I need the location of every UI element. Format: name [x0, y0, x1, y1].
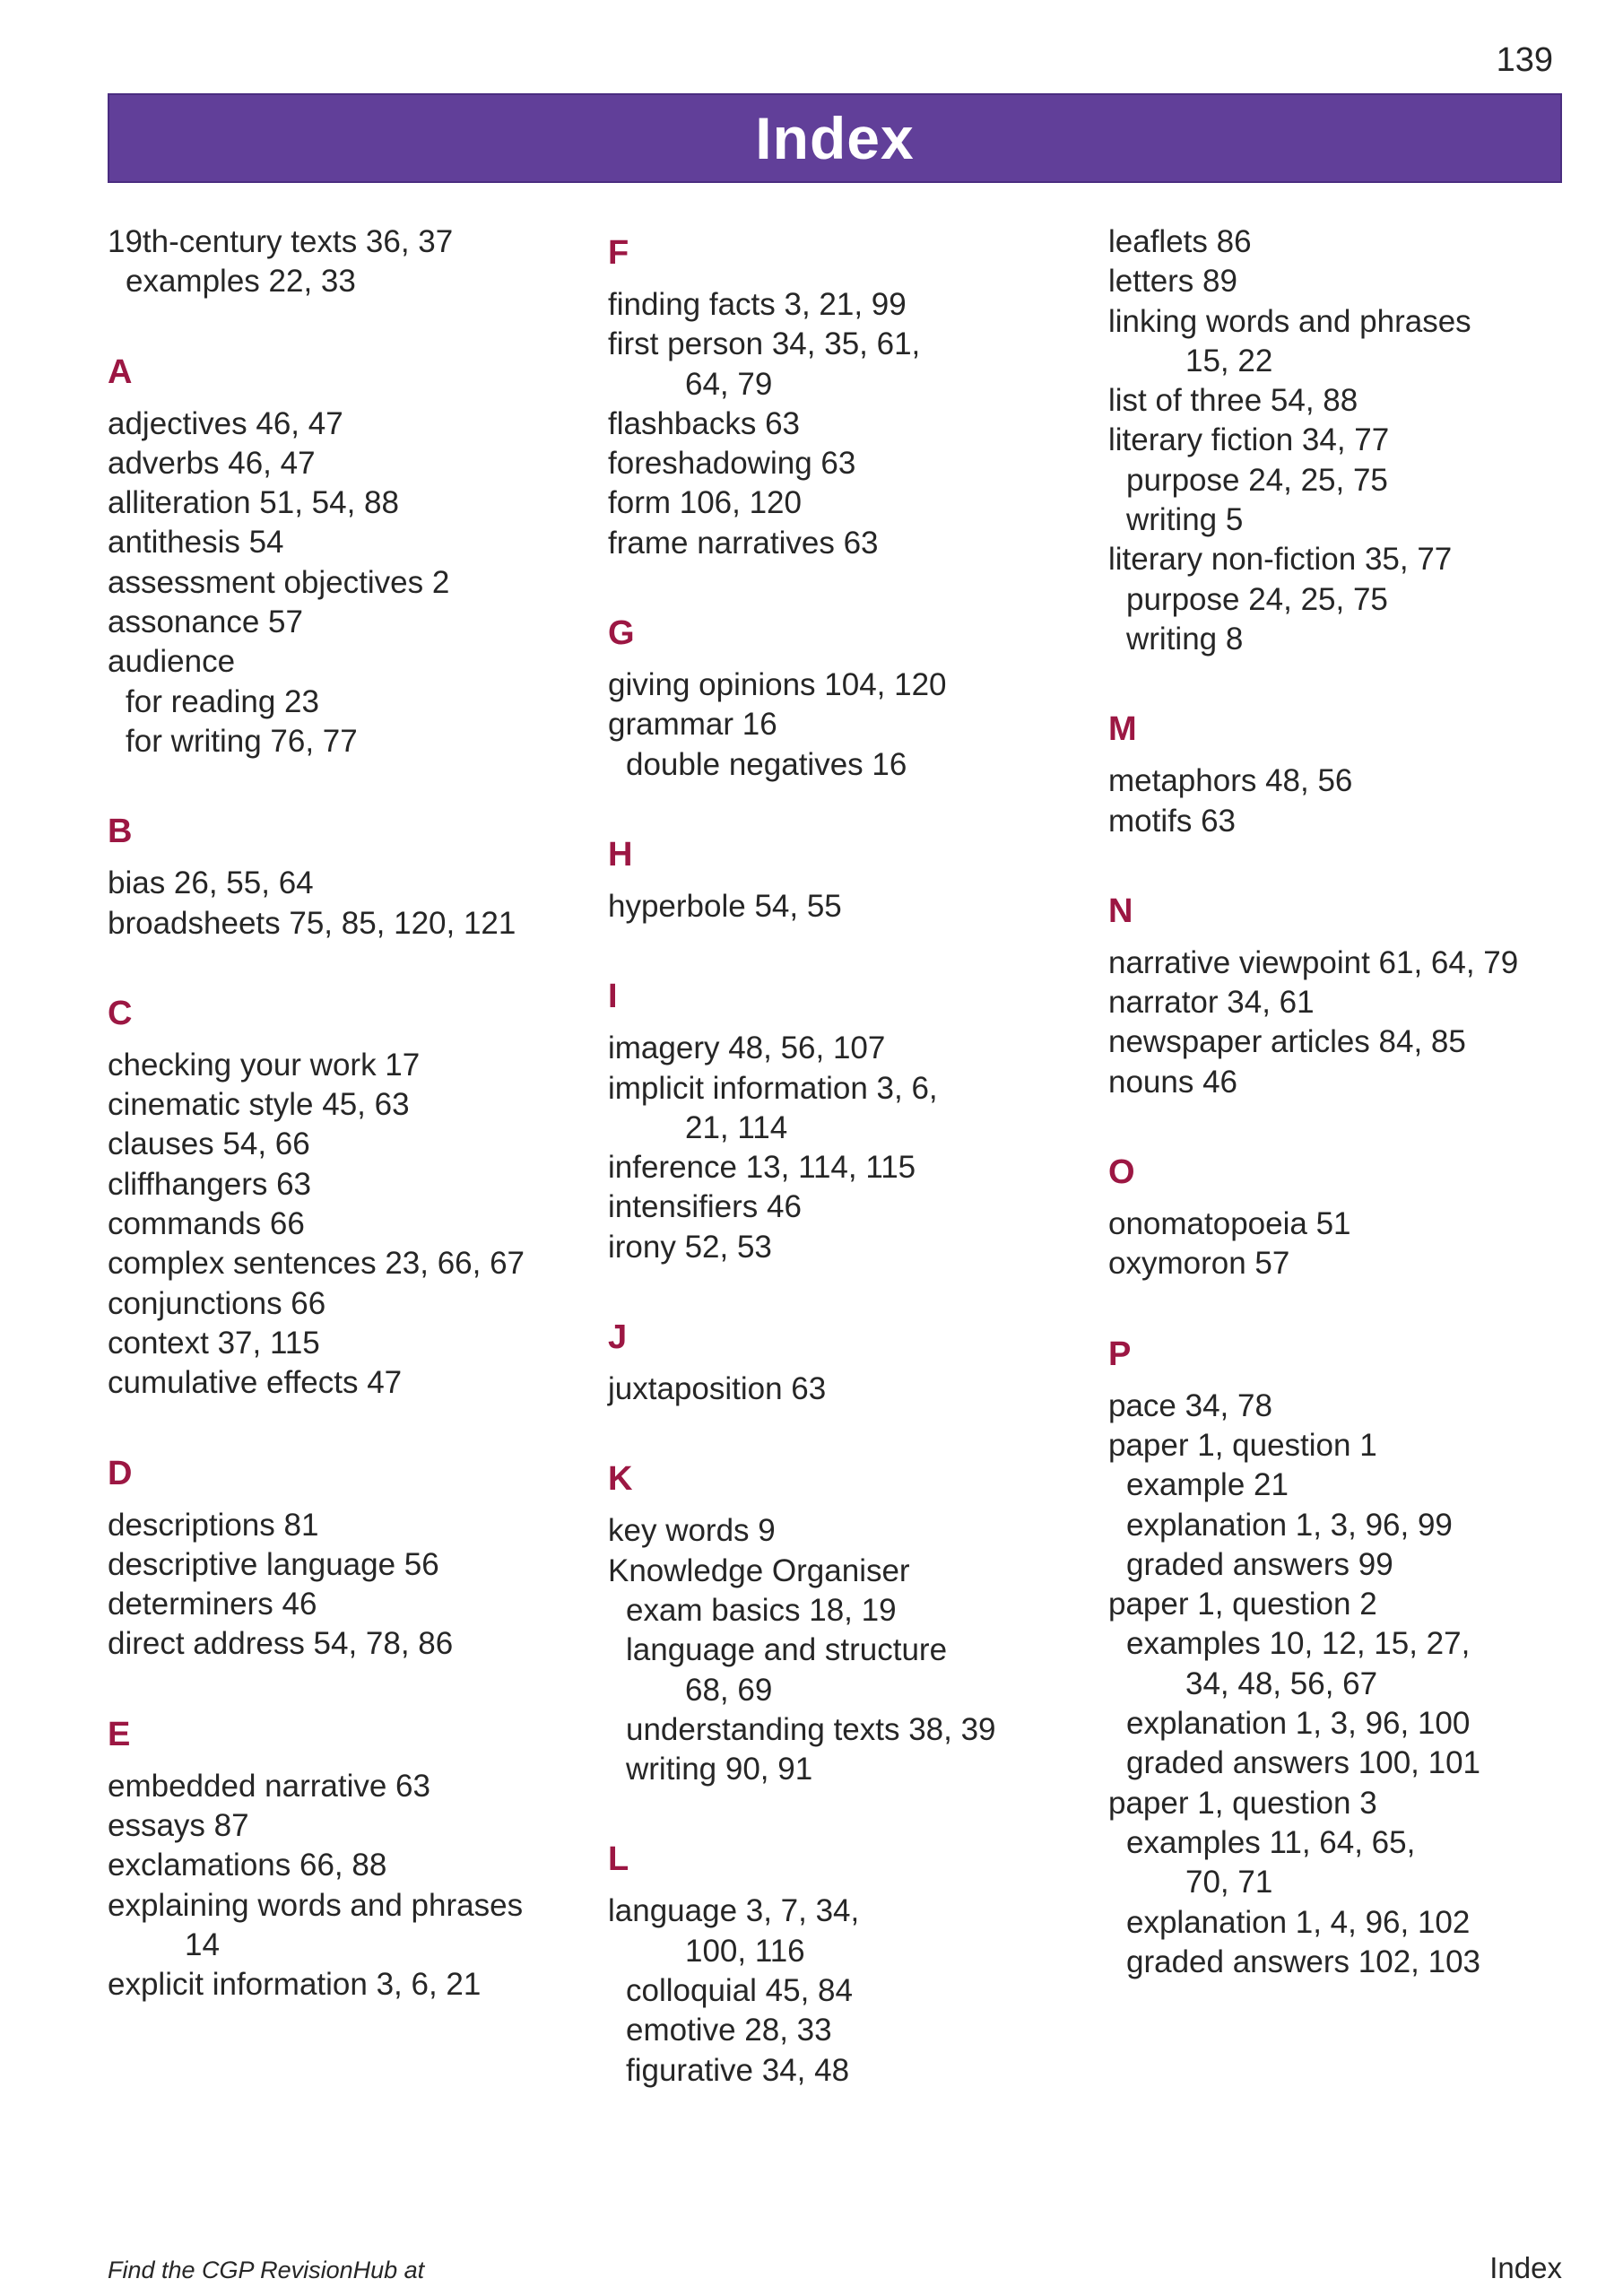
index-entry: 19th-century texts 36, 37 — [108, 224, 454, 259]
index-entry: essays 87 — [108, 1808, 249, 1844]
index-entry: antithesis 54 — [108, 525, 284, 561]
index-entry: intensifiers 46 — [608, 1189, 802, 1225]
index-entry: list of three 54, 88 — [1108, 383, 1358, 419]
index-subentry: example 21 — [1126, 1467, 1289, 1503]
index-entry: irony 52, 53 — [608, 1229, 772, 1265]
letter-heading: G — [608, 614, 635, 653]
index-entry: linking words and phrases — [1108, 303, 1471, 339]
index-entry: commands 66 — [108, 1206, 305, 1242]
index-entry: determiners 46 — [108, 1587, 317, 1622]
index-subentry: understanding texts 38, 39 — [626, 1711, 996, 1747]
section-gap — [608, 785, 1092, 815]
index-entry: conjunctions 66 — [108, 1285, 326, 1321]
index-entry: paper 1, question 3 — [1108, 1785, 1377, 1821]
index-subentry: purpose 24, 25, 75 — [1126, 581, 1388, 617]
index-entry: leaflets 86 — [1108, 224, 1252, 259]
index-subentry: for writing 76, 77 — [126, 723, 358, 759]
index-entry: descriptive language 56 — [108, 1546, 439, 1582]
section-gap — [608, 1789, 1092, 1820]
index-entry: cliffhangers 63 — [108, 1166, 312, 1202]
index-entry: embedded narrative 63 — [108, 1768, 430, 1804]
index-entry: giving opinions 104, 120 — [608, 667, 947, 703]
index-subentry: writing 5 — [1126, 502, 1244, 538]
index-entry: narrator 34, 61 — [1108, 985, 1315, 1021]
index-subentry: writing 90, 91 — [626, 1752, 813, 1787]
index-subentry: for reading 23 — [126, 683, 319, 719]
index-entry: finding facts 3, 21, 99 — [608, 287, 907, 322]
index-entry: adjectives 46, 47 — [108, 405, 343, 441]
index-entry: direct address 54, 78, 86 — [108, 1626, 454, 1662]
index-entry: implicit information 3, 6, — [608, 1070, 938, 1106]
letter-heading: J — [608, 1318, 628, 1357]
index-subentry: colloquial 45, 84 — [626, 1973, 853, 2009]
index-subentry: emotive 28, 33 — [626, 2013, 832, 2048]
section-gap — [1108, 1102, 1610, 1133]
index-entry: letters 89 — [1108, 264, 1237, 300]
index-entry: literary fiction 34, 77 — [1108, 422, 1390, 458]
index-entry: metaphors 48, 56 — [1108, 763, 1353, 799]
letter-heading: N — [1108, 891, 1133, 930]
index-entry: audience — [108, 644, 236, 680]
section-gap — [608, 1409, 1092, 1439]
section-gap — [108, 1665, 592, 1695]
index-entry: imagery 48, 56, 107 — [608, 1031, 886, 1066]
index-entry: foreshadowing 63 — [608, 446, 856, 482]
index-column-1 — [108, 222, 592, 2005]
letter-heading: H — [608, 835, 633, 874]
index-entry: juxtaposition 63 — [608, 1371, 827, 1407]
letter-heading: P — [1108, 1335, 1132, 1373]
section-gap — [108, 761, 592, 792]
index-subentry: language and structure — [626, 1632, 948, 1668]
footer-section: Index — [1489, 2251, 1562, 2284]
letter-heading: C — [108, 994, 133, 1032]
index-entry: grammar 16 — [608, 707, 777, 743]
page-title: Index — [755, 105, 915, 171]
index-continuation: 68, 69 — [685, 1672, 773, 1708]
index-subentry: graded answers 102, 103 — [1126, 1944, 1480, 1979]
index-entry: checking your work 17 — [108, 1047, 421, 1083]
letter-heading: A — [108, 352, 133, 391]
index-entry: motifs 63 — [1108, 803, 1236, 839]
letter-heading: B — [108, 813, 133, 851]
letter-heading: O — [1108, 1153, 1135, 1192]
index-entry: onomatopoeia 51 — [1108, 1206, 1351, 1242]
index-continuation: 14 — [185, 1926, 220, 1962]
index-subentry: examples 10, 12, 15, 27, — [1126, 1626, 1471, 1662]
letter-heading: F — [608, 234, 629, 272]
letter-heading: L — [608, 1840, 629, 1879]
index-entry: explaining words and phrases — [108, 1887, 524, 1923]
section-gap — [608, 926, 1092, 957]
index-subentry: examples 22, 33 — [126, 264, 356, 300]
index-subentry: purpose 24, 25, 75 — [1126, 462, 1388, 498]
index-continuation: 70, 71 — [1185, 1865, 1273, 1900]
footer-note: Find the CGP RevisionHub at — [108, 2257, 425, 2283]
index-entry: frame narratives 63 — [608, 525, 879, 561]
section-gap — [108, 1404, 592, 1434]
page-number: 139 — [1496, 41, 1553, 79]
index-entry: newspaper articles 84, 85 — [1108, 1024, 1466, 1060]
index-column-3 — [1108, 222, 1610, 1982]
letter-heading: M — [1108, 710, 1137, 749]
index-entry: nouns 46 — [1108, 1064, 1238, 1100]
letter-heading: I — [608, 978, 618, 1016]
index-entry: language 3, 7, 34, — [608, 1893, 860, 1929]
index-entry: explicit information 3, 6, 21 — [108, 1967, 482, 2003]
index-subentry: explanation 1, 3, 96, 99 — [1126, 1507, 1453, 1543]
index-continuation: 100, 116 — [685, 1933, 805, 1969]
letter-heading: D — [108, 1454, 133, 1492]
index-continuation: 15, 22 — [1185, 343, 1273, 378]
letter-heading: K — [608, 1460, 633, 1499]
index-subentry: writing 8 — [1126, 621, 1244, 657]
index-subentry: double negatives 16 — [626, 746, 907, 782]
index-banner — [108, 93, 1562, 183]
index-subentry: explanation 1, 4, 96, 102 — [1126, 1904, 1471, 1940]
index-entry: cumulative effects 47 — [108, 1365, 403, 1401]
index-subentry: examples 11, 64, 65, — [1126, 1824, 1416, 1860]
index-entry: assonance 57 — [108, 604, 303, 640]
index-entry: paper 1, question 2 — [1108, 1587, 1377, 1622]
index-entry: context 37, 115 — [108, 1325, 320, 1361]
section-gap — [1108, 1284, 1610, 1315]
section-gap — [608, 563, 1092, 594]
index-entry: first person 34, 35, 61, — [608, 326, 921, 362]
index-entry: broadsheets 75, 85, 120, 121 — [108, 905, 516, 941]
index-entry: exclamations 66, 88 — [108, 1848, 387, 1883]
index-entry: clauses 54, 66 — [108, 1126, 310, 1162]
index-entry: assessment objectives 2 — [108, 564, 450, 600]
index-entry: pace 34, 78 — [1108, 1387, 1272, 1423]
index-entry: hyperbole 54, 55 — [608, 888, 842, 924]
index-entry: alliteration 51, 54, 88 — [108, 485, 399, 521]
index-continuation: 64, 79 — [685, 366, 773, 402]
index-continuation: 34, 48, 56, 67 — [1185, 1665, 1378, 1701]
section-gap — [108, 944, 592, 974]
index-entry: adverbs 46, 47 — [108, 445, 316, 481]
index-subentry: explanation 1, 3, 96, 100 — [1126, 1706, 1471, 1742]
index-entry: bias 26, 55, 64 — [108, 865, 314, 901]
index-entry: cinematic style 45, 63 — [108, 1087, 410, 1123]
index-entry: flashbacks 63 — [608, 405, 801, 441]
index-entry: literary non-fiction 35, 77 — [1108, 542, 1453, 578]
section-gap — [108, 302, 592, 333]
index-entry: descriptions 81 — [108, 1507, 319, 1543]
index-entry: form 106, 120 — [608, 485, 802, 521]
index-subentry: graded answers 100, 101 — [1126, 1745, 1480, 1781]
section-gap — [608, 1267, 1092, 1298]
index-subentry: graded answers 99 — [1126, 1546, 1393, 1582]
letter-heading: E — [108, 1715, 131, 1753]
index-entry: key words 9 — [608, 1513, 776, 1549]
index-entry: complex sentences 23, 66, 67 — [108, 1246, 525, 1282]
index-column-2 — [608, 222, 1092, 2091]
section-gap — [1108, 841, 1610, 872]
index-subentry: figurative 34, 48 — [626, 2052, 850, 2088]
index-continuation: 21, 114 — [685, 1109, 788, 1145]
index-entry: narrative viewpoint 61, 64, 79 — [1108, 944, 1519, 980]
index-subentry: exam basics 18, 19 — [626, 1592, 897, 1628]
index-entry: Knowledge Organiser — [608, 1552, 910, 1588]
index-entry: paper 1, question 1 — [1108, 1427, 1377, 1463]
index-entry: inference 13, 114, 115 — [608, 1150, 916, 1186]
index-entry: oxymoron 57 — [1108, 1246, 1290, 1282]
section-gap — [1108, 659, 1610, 690]
